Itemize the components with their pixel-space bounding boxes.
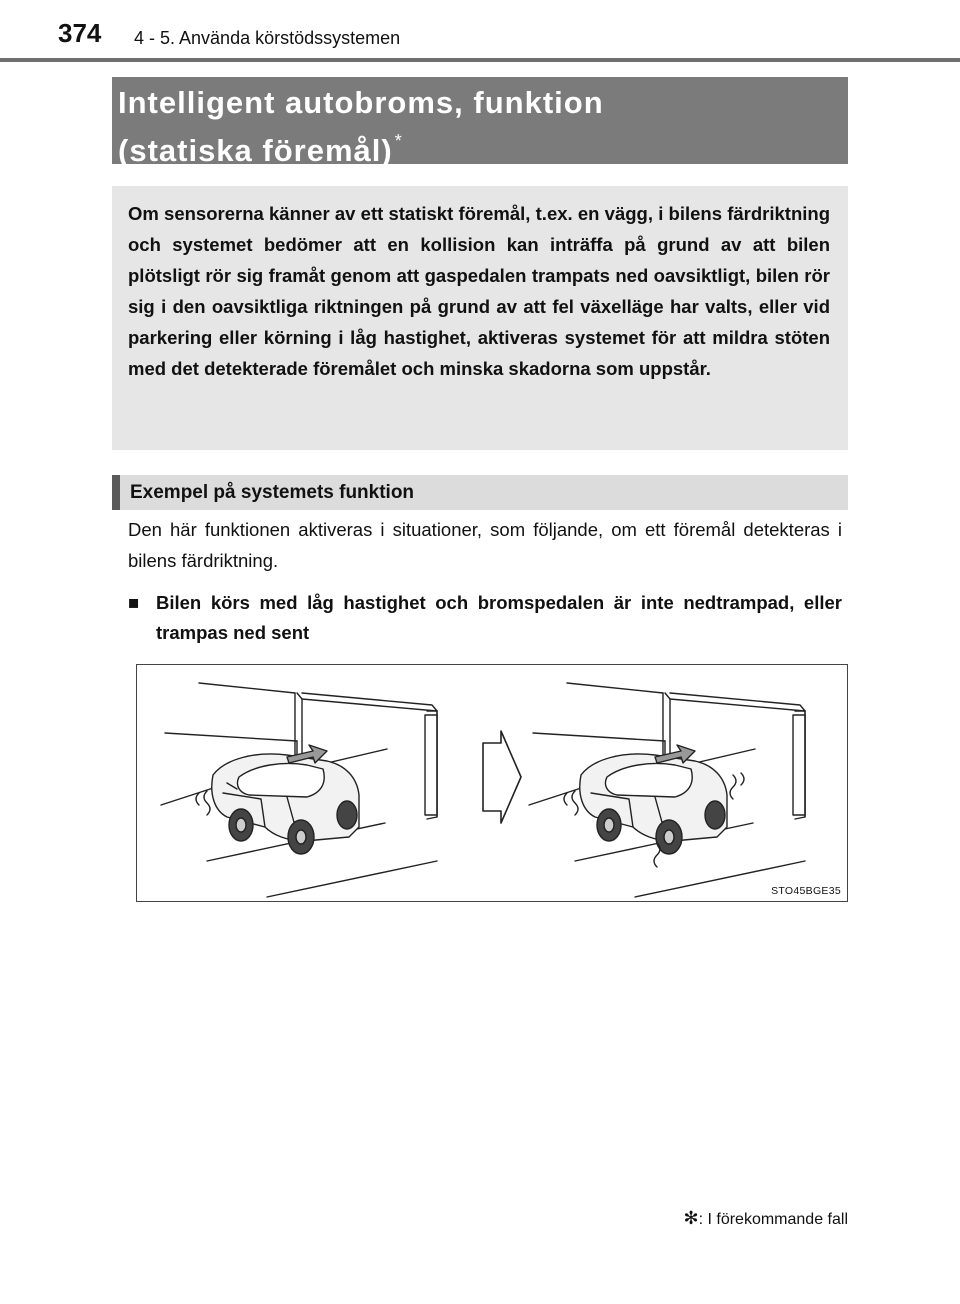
section-heading-text: Exempel på systemets funktion <box>130 482 415 503</box>
bullet-square-icon: ■ <box>128 592 140 613</box>
intro-box <box>112 186 848 450</box>
transition-arrow <box>483 731 521 823</box>
intro-text: Om sensorerna känner av ett statiskt föremål, t.ex. en vägg, i bilens färdriktning och systemet bedömer att en kollision kan inträffa på grund av att bilen plötsligt rör sig framåt genom att gaspedalen trampats ned oavsiktligt, bilen rör sig i den oavsiktliga riktningen på grund av att fel växelläge har valts, eller vid parkering eller körning i låg hastighet, aktiveras systemet för att mildra stöten med det detekterade föremålet och minska skadorna som uppstår. <box>128 203 830 379</box>
chapter-title: 4 - 5. Använda körstödssystemen <box>134 28 401 48</box>
bullet-item <box>128 588 842 648</box>
page-number: 374 <box>58 18 102 48</box>
title-line-2: (statiska föremål) <box>118 133 393 168</box>
illustration-drawing <box>137 665 846 900</box>
illustration-code: STO45BGE35 <box>771 885 841 897</box>
footnote-marker: * <box>394 131 403 151</box>
illustration <box>136 664 848 902</box>
body-text: Den här funktionen aktiveras i situationer, som följande, om ett föremål detekteras i bilens färdriktning. <box>128 519 842 571</box>
page-title <box>118 84 604 170</box>
section-heading <box>112 475 848 510</box>
footnote-text: : I förekommande fall <box>698 1211 848 1228</box>
asterisk-icon: ✻ <box>683 1208 699 1228</box>
title-line-1: Intelligent autobroms, funktion <box>118 85 604 120</box>
header-rule <box>0 58 960 62</box>
bullet-text: Bilen körs med låg hastighet och bromspedalen är inte nedtrampad, eller trampas ned sent <box>156 592 842 643</box>
scene-after <box>529 683 805 897</box>
scene-before <box>161 683 437 897</box>
footnote <box>684 1208 849 1229</box>
